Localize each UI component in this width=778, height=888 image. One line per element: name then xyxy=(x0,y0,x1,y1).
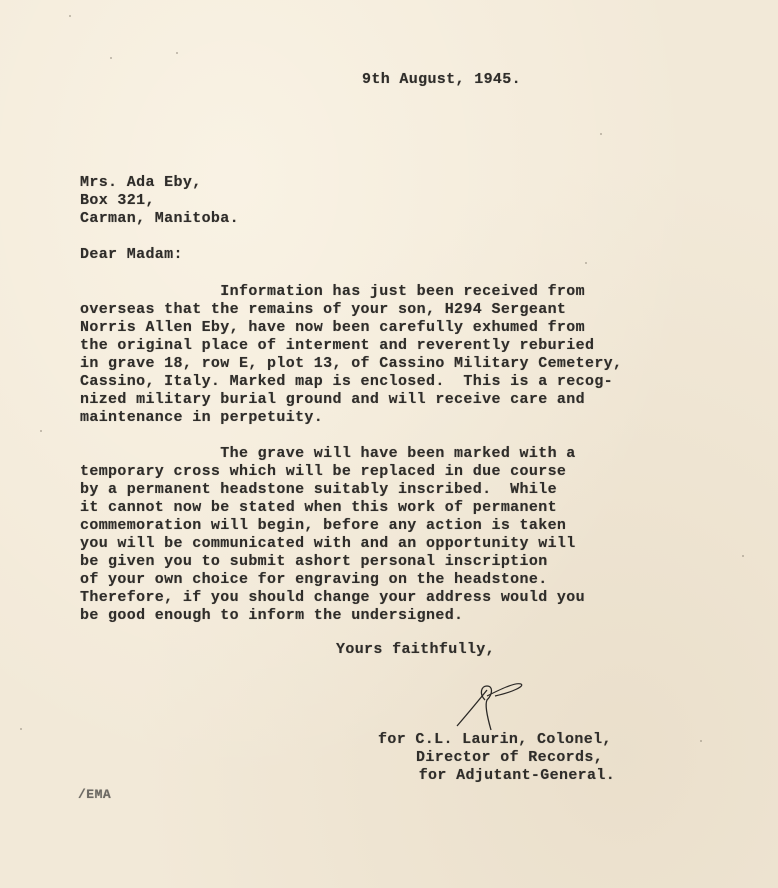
letter-date: 9th August, 1945. xyxy=(362,71,521,88)
paragraph-line: Information has just been received from xyxy=(80,283,585,300)
paper-speck xyxy=(176,52,178,54)
paper-speck xyxy=(20,728,22,730)
paragraph-line: be given you to submit ashort personal inscription xyxy=(80,553,548,570)
paragraph-line: it cannot now be stated when this work of permanent xyxy=(80,499,557,516)
paragraph-line: maintenance in perpetuity. xyxy=(80,409,324,426)
paper-speck xyxy=(40,430,42,432)
paragraph-line: Cassino, Italy. Marked map is enclosed. This is a recog- xyxy=(80,373,614,390)
paragraph-line: overseas that the remains of your son, H294 Sergeant xyxy=(80,301,567,318)
typist-initials: /EMA xyxy=(78,787,112,802)
paper-speck xyxy=(600,133,602,135)
handwritten-signature-icon xyxy=(455,678,535,733)
paper-speck xyxy=(110,57,112,59)
recipient-box: Box 321, xyxy=(80,192,155,209)
paragraph-line: temporary cross which will be replaced in due course xyxy=(80,463,567,480)
paragraph-line: commemoration will begin, before any action is taken xyxy=(80,517,567,534)
closing: Yours faithfully, xyxy=(336,641,495,658)
paragraph-line: The grave will have been marked with a xyxy=(80,445,576,462)
paper-speck xyxy=(69,15,71,17)
paragraph-line: nized military burial ground and will receive care and xyxy=(80,391,585,408)
paper-speck xyxy=(742,555,744,557)
signature-line: Director of Records, xyxy=(388,749,604,766)
signature-line: for C.L. Laurin, Colonel, xyxy=(378,731,612,748)
paper-speck xyxy=(585,262,587,264)
paragraph-line: you will be communicated with and an opportunity will xyxy=(80,535,576,552)
signature-line: for Adjutant-General. xyxy=(400,767,616,784)
paragraph-line: in grave 18, row E, plot 13, of Cassino Military Cemetery, xyxy=(80,355,623,372)
recipient-city: Carman, Manitoba. xyxy=(80,210,239,227)
paragraph-line: of your own choice for engraving on the headstone. xyxy=(80,571,548,588)
paper-speck xyxy=(700,740,702,742)
paragraph-line: Therefore, if you should change your address would you xyxy=(80,589,585,606)
salutation: Dear Madam: xyxy=(80,246,183,263)
recipient-name: Mrs. Ada Eby, xyxy=(80,174,202,191)
paragraph-line: be good enough to inform the undersigned. xyxy=(80,607,464,624)
paragraph-line: the original place of interment and reverently reburied xyxy=(80,337,595,354)
paragraph-line: by a permanent headstone suitably inscribed. While xyxy=(80,481,557,498)
paragraph-line: Norris Allen Eby, have now been carefully exhumed from xyxy=(80,319,585,336)
